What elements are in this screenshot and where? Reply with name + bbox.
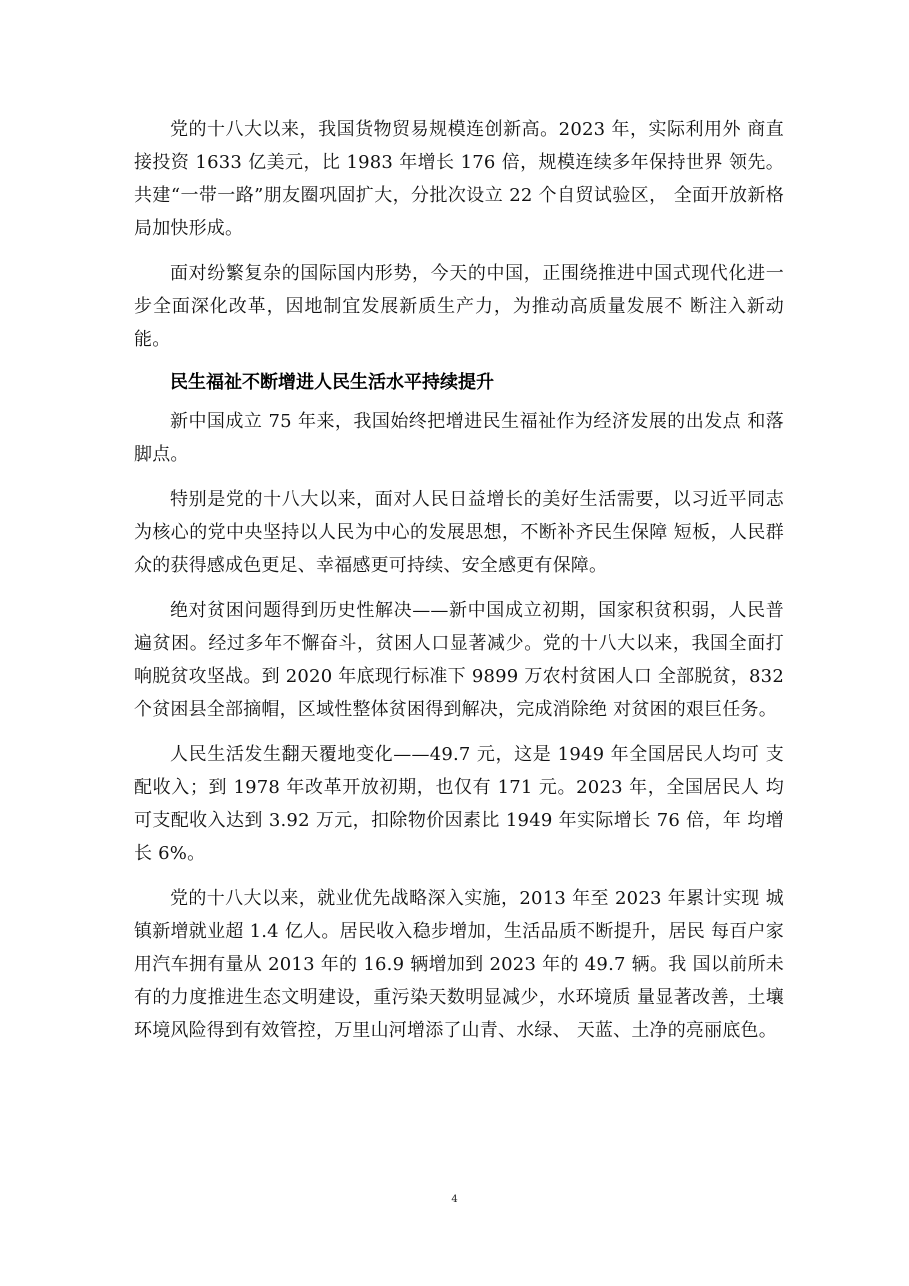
paragraph-poverty: 绝对贫困问题得到历史性解决——新中国成立初期，国家积贫积弱，人民普遍贫困。经过多年不懈奋斗，贫困人口显著减少。党的十八大以来，我国全面打响脱贫攻坚战。到 2020 年底现行标准下 9899 万农村贫困人口 全部脱贫，832 个贫困县全部摘帽，区域性整体贫困得到解决，完成消除绝 对贫困的艰巨任务。: [134, 600, 784, 720]
paragraph-livelihood-intro: 新中国成立 75 年来，我国始终把增进民生福祉作为经济发展的出发点 和落脚点。: [134, 411, 784, 465]
paragraph-trade: 党的十八大以来，我国货物贸易规模连创新高。2023 年，实际利用外 商直接投资 1633 亿美元，比 1983 年增长 176 倍，规模连续多年保持世界 领先。共建“一带一路”朋友圈巩固扩大，分批次设立 22 个自贸试验区， 全面开放新格局加快形成。: [134, 119, 784, 239]
paragraph-income: 人民生活发生翻天覆地变化——49.7 元，这是 1949 年全国居民人均可 支配收入；到 1978 年改革开放初期，也仅有 171 元。2023 年，全国居民人 均可支配收入达到 3.92 万元，扣除物价因素比 1949 年实际增长 76 倍，年 均增长 6%。: [134, 744, 784, 864]
paragraph-reform: 面对纷繁复杂的国际国内形势，今天的中国，正围绕推进中国式现代化进一步全面深化改革，因地制宜发展新质生产力，为推动高质量发展不 断注入新动能。: [134, 263, 784, 350]
section-heading: 民生福祉不断增进人民生活水平持续提升: [170, 372, 494, 393]
paragraph-people-centered: 特别是党的十八大以来，面对人民日益增长的美好生活需要，以习近平同志为核心的党中央坚持以人民为中心的发展思想，不断补齐民生保障 短板，人民群众的获得感成色更足、幸福感更可持续、安全感更有保障。: [134, 489, 784, 576]
page-number: 4: [451, 1194, 458, 1205]
document-body: [134, 113, 784, 1059]
paragraph-employment: 党的十八大以来，就业优先战略深入实施，2013 年至 2023 年累计实现 城镇新增就业超 1.4 亿人。居民收入稳步增加，生活品质不断提升，居民 每百户家用汽车拥有量从 2013 年的 16.9 辆增加到 2023 年的 49.7 辆。我 国以前所未有的力度推进生态文明建设，重污染天数明显减少，水环境质 量显著改善，土壤环境风险得到有效管控，万里山河增添了山青、水绿、 天蓝、土净的亮丽底色。: [134, 888, 784, 1041]
